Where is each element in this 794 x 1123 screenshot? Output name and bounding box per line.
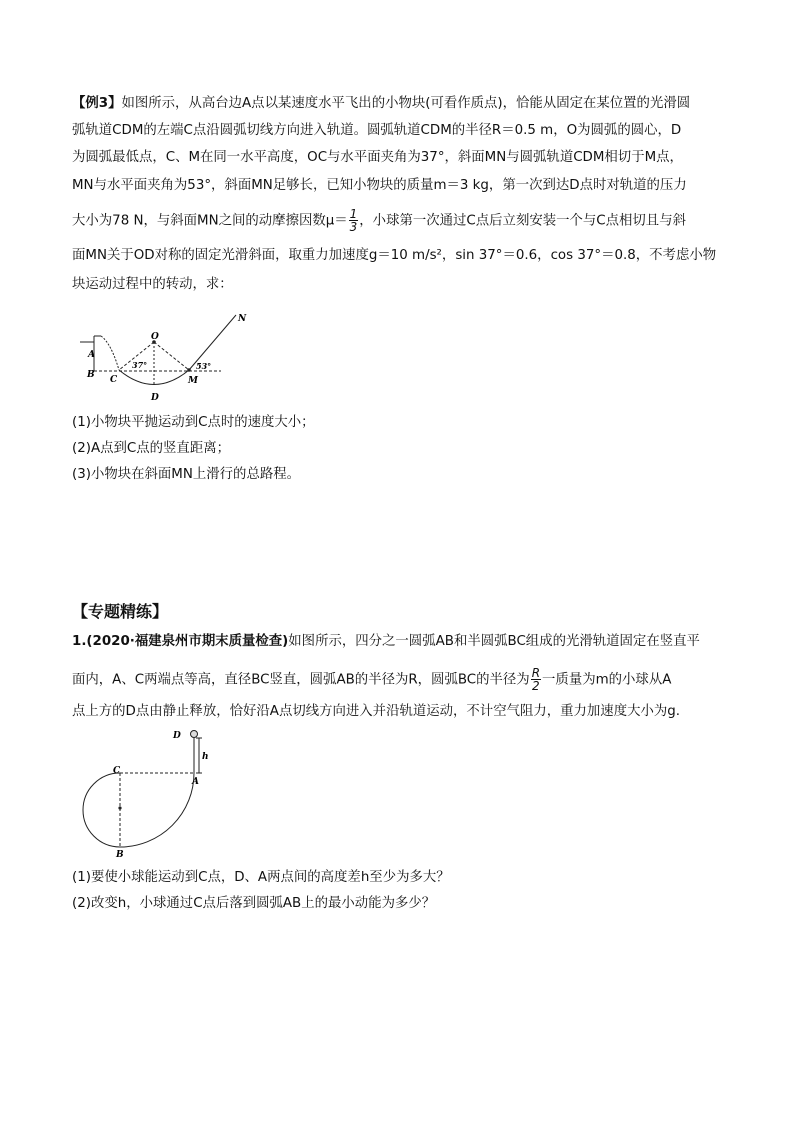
fig2-label-d: D [173,731,181,741]
problem1-text-2b: 一质量为m的小球从A [542,672,672,688]
fig1-angle-53: 53° [196,361,212,371]
figure-loop-track-diagram [70,725,220,860]
fig1-label-d: D [151,393,159,403]
fig2-label-b: B [116,850,124,860]
fig2-label-h: h [202,752,209,762]
example-question-3: (3)小物块在斜面MN上滑行的总路程。 [72,467,301,482]
radius-fraction [531,667,541,692]
example-line-5 [72,208,686,233]
example-question-1: (1)小物块平抛运动到C点时的速度大小； [72,415,315,430]
problem1-text-2a: 面内，A、C两端点等高，直径BC竖直，圆弧AB的半径为R，圆弧BC的半径为 [72,672,530,688]
problem1-text-1: 如图所示，四分之一圆弧AB和半圆弧BC组成的光滑轨道固定在竖直平 [288,634,700,649]
problem1-source: 1.(2020·福建泉州市期末质量检查) [72,634,289,649]
fig1-label-n: N [238,314,247,324]
problem1-line-1 [72,633,700,651]
fig1-label-c: C [110,375,118,385]
fig1-angle-37: 37° [132,360,148,370]
example-text-5a: 大小为78 N，与斜面MN之间的动摩擦因数μ＝ [72,213,348,229]
fig2-label-a: A [192,777,199,787]
example-text-1: 如图所示，从高台边A点以某速度水平飞出的小物块(可看作质点)，恰能从固定在某位置的光滑圆 [121,96,691,111]
problem1-line-2 [72,667,671,692]
example-line-7: 块运动过程中的转动，求： [72,277,233,292]
example-line-2: 弧轨道CDM的左端C点沿圆弧切线方向进入轨道。圆弧轨道CDM的半径R＝0.5 m，O为圆弧的圆心，D [72,123,682,138]
example-line-6: 面MN关于OD对称的固定光滑斜面，取重力加速度g＝10 m/s²，sin 37°＝0.6，cos 37°＝0.8，不考虑小物 [72,248,717,263]
fig1-label-m: M [188,376,198,386]
example-line-3: 为圆弧最低点，C、M在同一水平高度，OC与水平面夹角为37°，斜面MN与圆弧轨道CDM相切于M点， [72,150,683,165]
problem1-question-1: (1)要使小球能运动到C点，D、A两点间的高度差h至少为多大？ [72,870,450,885]
example-text-5b: ，小球第一次通过C点后立刻安装一个与C点相切且与斜 [359,213,686,229]
mu-denominator: 3 [349,220,358,234]
radius-denominator: 2 [532,679,540,693]
example-line-4: MN与水平面夹角为53°，斜面MN足够长，已知小物块的质量m＝3 kg，第一次到达D点时对轨道的压力 [72,178,687,193]
fig1-label-a: A [88,350,95,360]
fig1-label-b: B [87,370,95,380]
problem1-question-2: (2)改变h，小球通过C点后落到圆弧AB上的最小动能为多少？ [72,896,436,911]
mu-fraction [349,208,359,233]
example-line-1 [72,95,690,113]
fig1-label-o: O [151,332,159,342]
example-tag: 【例3】 [72,96,122,111]
mu-numerator: 1 [349,207,358,221]
example-question-2: (2)A点到C点的竖直距离； [72,441,230,456]
fig2-label-c: C [113,766,121,776]
radius-numerator: R [531,666,541,680]
problem1-line-3: 点上方的D点由静止释放，恰好沿A点切线方向进入并沿轨道运动，不计空气阻力，重力加速度大小为g. [72,704,681,719]
figure-arc-track-diagram [76,305,256,405]
section-heading: 【专题精练】 [72,602,169,621]
